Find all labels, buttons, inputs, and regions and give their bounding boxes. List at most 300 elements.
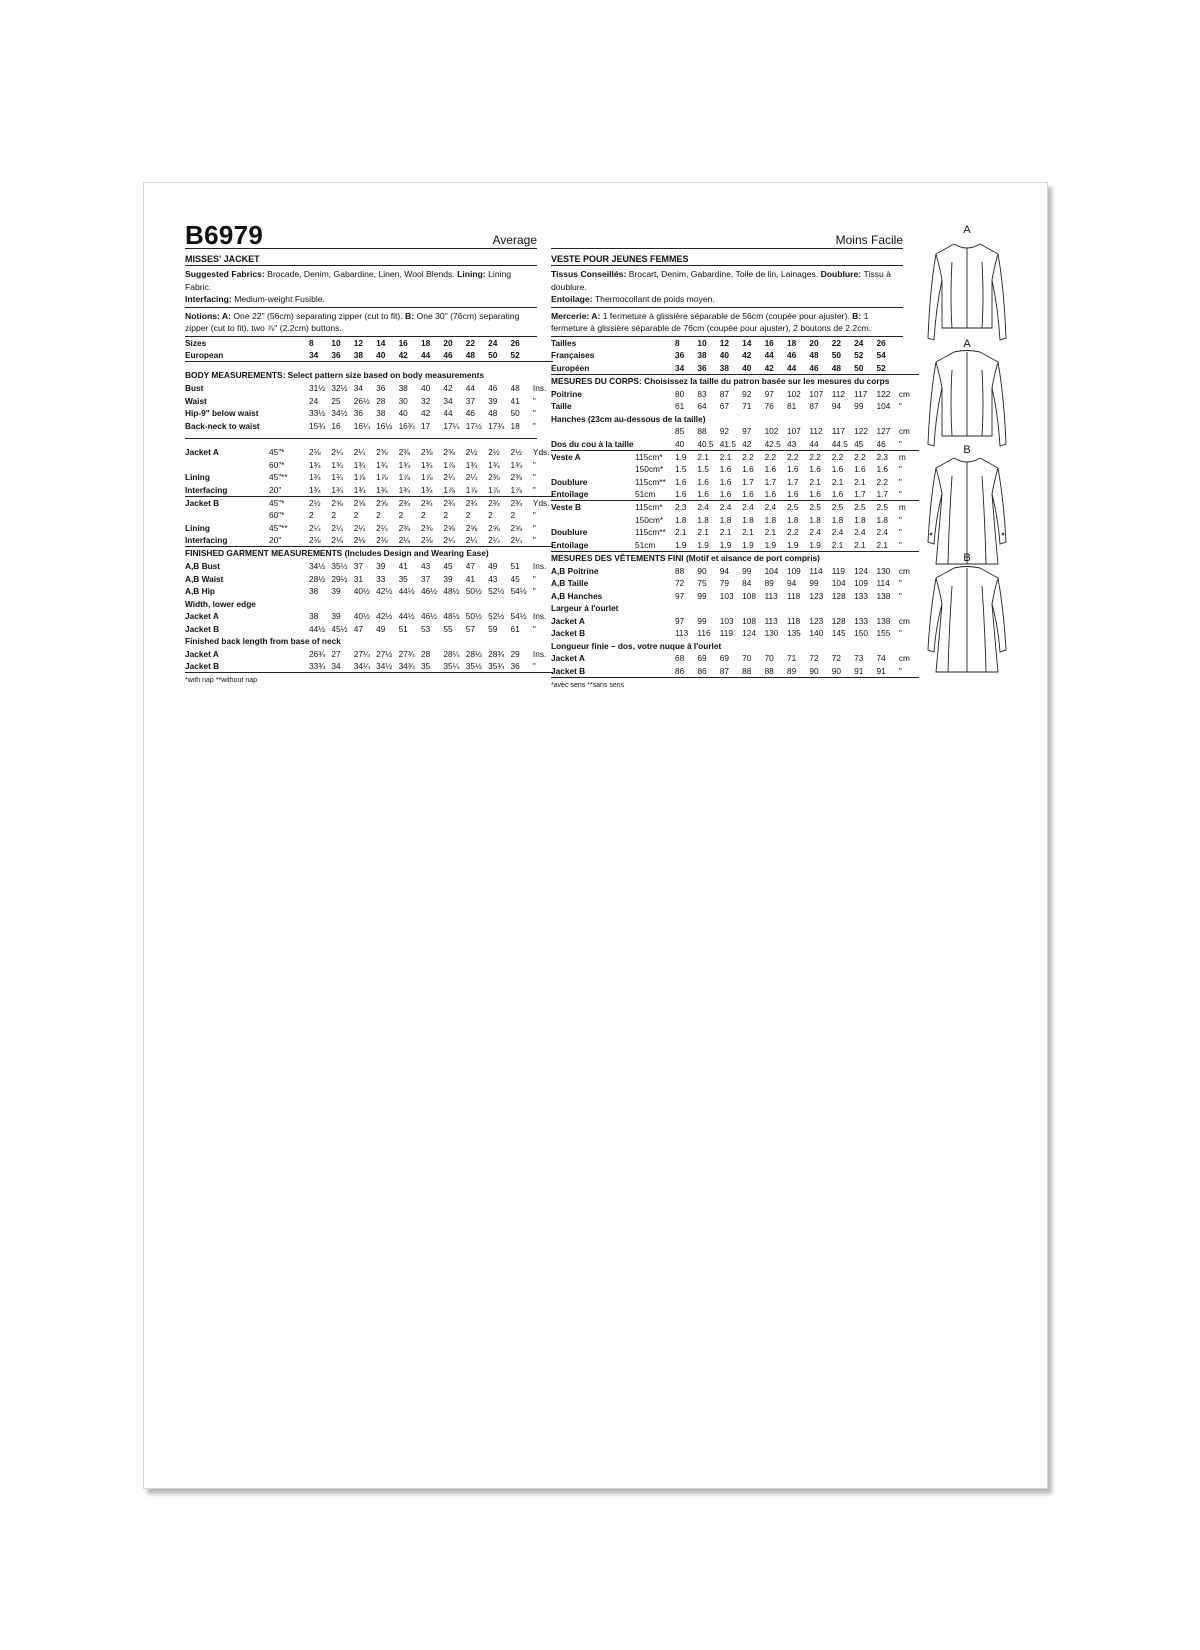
field-value: 1 fermeture à glissière séparable de 56cm (coupée pour ajuster). bbox=[602, 310, 853, 321]
field-label: Lining: bbox=[457, 269, 489, 279]
table-cell: cm bbox=[898, 388, 910, 399]
table-cell: 51cm bbox=[635, 539, 675, 552]
field-label: Entoilage: bbox=[551, 294, 595, 304]
table-cell: 2.2 bbox=[764, 451, 777, 462]
field-label: B: bbox=[405, 310, 417, 321]
row-label bbox=[551, 463, 635, 476]
table-cell: 39 bbox=[331, 586, 341, 597]
table-cell: 28¾ bbox=[488, 648, 505, 659]
table-cell: 2 bbox=[331, 510, 337, 521]
table-cell: 45 bbox=[443, 561, 453, 572]
table-cell: 38 bbox=[309, 611, 319, 622]
row-label: Jacket B bbox=[185, 660, 269, 673]
table-cell: 39 bbox=[488, 395, 498, 406]
table-cell: 70 bbox=[742, 653, 752, 664]
table-cell: 72 bbox=[675, 578, 685, 589]
table-cell: 46 bbox=[786, 350, 797, 361]
table-cell: 1.8 bbox=[742, 514, 754, 525]
table-row bbox=[551, 349, 919, 362]
table-cell: 1.6 bbox=[876, 464, 889, 475]
table-cell: 1¾ bbox=[488, 459, 500, 470]
table-cell: 2⅝ bbox=[376, 497, 388, 508]
table-cell: 1.9 bbox=[787, 539, 809, 552]
table-cell: 1.6 bbox=[764, 464, 777, 475]
table-row bbox=[551, 337, 919, 350]
table-cell: 36 bbox=[353, 408, 364, 419]
table-row bbox=[551, 476, 919, 489]
table-cell: 27¾ bbox=[398, 648, 415, 659]
table-cell: 1¾ bbox=[309, 484, 331, 497]
table-cell: 104 bbox=[876, 401, 891, 412]
field-label: Notions: A: bbox=[185, 310, 234, 321]
hips-label-fr: Hanches (23cm au-dessous de la taille) bbox=[551, 413, 706, 424]
row-label: European bbox=[185, 349, 269, 362]
field-value: 1 fermeture à glissière séparable de 76cm (coupée pour ajuster), 2 boutons de 2.2cm. bbox=[551, 310, 872, 333]
table-cell: 123 bbox=[809, 615, 824, 626]
table-cell: 2¼ bbox=[331, 522, 343, 533]
table-cell: 44½ bbox=[398, 611, 415, 622]
table-cell: 114 bbox=[876, 578, 890, 589]
table-cell: 2⅝ bbox=[465, 522, 478, 533]
table-cell: " bbox=[532, 573, 536, 584]
table-cell: 41.5 bbox=[720, 438, 742, 451]
row-label: Sizes bbox=[185, 337, 207, 348]
table-cell: 2.4 bbox=[854, 527, 866, 538]
jacket-a-drawing-front bbox=[922, 238, 1012, 354]
table-cell: 133 bbox=[854, 615, 868, 626]
table-cell: 67 bbox=[719, 401, 730, 412]
table-cell: 1¾ bbox=[399, 484, 421, 497]
table-cell: 47 bbox=[353, 623, 364, 634]
table-cell: 45 bbox=[854, 438, 876, 451]
table-cell: 2¼ bbox=[376, 522, 388, 533]
table-cell: 2½ bbox=[309, 497, 321, 508]
table-cell: 64 bbox=[697, 401, 707, 412]
table-cell: m bbox=[898, 451, 906, 462]
table-cell bbox=[635, 590, 675, 603]
table-cell bbox=[533, 337, 553, 350]
table-cell: 1.8 bbox=[876, 514, 889, 525]
table-cell: 27½ bbox=[376, 648, 393, 659]
table-cell: 113 bbox=[764, 590, 778, 601]
table-cell: 31½ bbox=[309, 383, 326, 394]
table-cell: 28¼ bbox=[443, 648, 460, 659]
table-cell: 90 bbox=[697, 565, 707, 576]
table-cell: 112 bbox=[809, 426, 823, 437]
table-cell: 1.5 bbox=[697, 464, 709, 475]
table-cell: 45"** bbox=[269, 472, 288, 483]
table-cell: 115cm* bbox=[635, 502, 663, 513]
table-row bbox=[551, 438, 919, 451]
table-cell: 41 bbox=[510, 395, 520, 406]
measurement-grid bbox=[551, 615, 919, 640]
table-cell: 39 bbox=[376, 561, 386, 572]
table-cell: 79 bbox=[719, 578, 730, 589]
table-cell: 1¾ bbox=[421, 484, 443, 497]
table-cell: 10 bbox=[331, 337, 341, 348]
table-cell: 40 bbox=[675, 438, 697, 451]
table-cell: 43 bbox=[420, 561, 431, 572]
table-cell: 22 bbox=[465, 337, 475, 348]
table-cell: 1.9 bbox=[765, 539, 787, 552]
table-row bbox=[551, 388, 919, 401]
table-cell: 1.9 bbox=[742, 539, 764, 552]
garment-title: MISSES' JACKET bbox=[185, 253, 537, 266]
table-cell: 40 bbox=[376, 349, 398, 362]
table-cell: 1.6 bbox=[765, 488, 787, 501]
table-cell: 1.6 bbox=[675, 488, 697, 501]
table-cell: " bbox=[899, 539, 919, 552]
row-label: A,B Bust bbox=[185, 561, 221, 572]
table-cell: 2.1 bbox=[809, 476, 821, 487]
back-length-table-fr bbox=[551, 652, 910, 678]
table-cell: 44 bbox=[809, 438, 831, 451]
table-cell: 130 bbox=[764, 628, 779, 639]
table-cell: 2¼ bbox=[443, 534, 465, 547]
yardage-veste-a-table bbox=[551, 451, 906, 502]
table-cell: " bbox=[898, 401, 902, 412]
table-cell: 52½ bbox=[488, 586, 505, 597]
table-cell: 26¾ bbox=[309, 648, 326, 659]
table-cell: 55 bbox=[443, 623, 453, 634]
table-cell: 2¾ bbox=[465, 497, 478, 508]
table-row bbox=[185, 446, 553, 459]
footnote-fr: *avec sens **sans sens bbox=[551, 681, 625, 689]
table-cell: 52 bbox=[511, 349, 533, 362]
table-row bbox=[551, 362, 919, 375]
table-cell: 15¾ bbox=[309, 420, 326, 431]
table-cell: 97 bbox=[675, 590, 685, 601]
table-row bbox=[185, 560, 553, 573]
table-cell: 1⅞ bbox=[443, 484, 465, 497]
table-cell: 35½ bbox=[331, 561, 348, 572]
table-cell: 61 bbox=[510, 623, 520, 634]
row-label bbox=[551, 425, 635, 438]
table-cell: 18 bbox=[786, 337, 797, 348]
table-cell bbox=[635, 438, 675, 451]
table-cell: " bbox=[532, 522, 536, 533]
table-cell: 2⅝ bbox=[331, 497, 343, 508]
table-cell: 124 bbox=[742, 628, 757, 639]
table-cell: 2⅝ bbox=[443, 522, 455, 533]
table-cell: 2.4 bbox=[809, 527, 821, 538]
table-cell: 45"** bbox=[269, 522, 288, 533]
table-cell: 2.1 bbox=[831, 476, 844, 487]
sizes-table bbox=[185, 337, 537, 363]
table-cell: 50 bbox=[831, 350, 841, 361]
table-cell: 36 bbox=[376, 383, 386, 394]
row-label: Doublure bbox=[551, 476, 588, 487]
table-cell: 2¾ bbox=[420, 497, 433, 508]
field-value: One 22" (56cm) separating zipper (cut to fit). bbox=[233, 310, 406, 321]
table-cell: 2¼ bbox=[465, 472, 478, 483]
table-cell: 1.6 bbox=[719, 464, 732, 475]
table-cell: 38 bbox=[376, 408, 386, 419]
table-cell: 2.4 bbox=[742, 502, 754, 513]
table-cell: 8 bbox=[675, 337, 680, 348]
table-cell: 81 bbox=[786, 401, 797, 412]
table-cell: 87 bbox=[720, 665, 742, 678]
table-cell: 18 bbox=[420, 337, 431, 348]
table-cell: 1.6 bbox=[787, 488, 809, 501]
finished-measurements-table bbox=[185, 560, 547, 598]
table-cell: 130 bbox=[876, 565, 891, 576]
table-row bbox=[551, 577, 919, 590]
table-cell: 27 bbox=[331, 648, 341, 659]
table-cell: 2.1 bbox=[719, 451, 732, 462]
table-cell: 2⅜ bbox=[420, 522, 433, 533]
table-cell: 1.9 bbox=[697, 539, 719, 552]
table-cell: 54½ bbox=[510, 586, 527, 597]
view-letter: A bbox=[963, 338, 971, 350]
table-cell: 34 bbox=[443, 395, 453, 406]
table-cell: 2¼ bbox=[466, 534, 488, 547]
table-cell: 28 bbox=[376, 395, 386, 406]
table-cell: 12 bbox=[719, 337, 730, 348]
table-cell: " bbox=[898, 464, 902, 475]
table-cell: 1⅞ bbox=[420, 472, 433, 483]
table-cell: 1⅞ bbox=[398, 472, 411, 483]
table-cell: 122 bbox=[876, 388, 891, 399]
table-cell: 91 bbox=[877, 665, 899, 678]
table-row bbox=[551, 463, 919, 476]
difficulty-level-fr: Moins Facile bbox=[835, 233, 903, 247]
row-label: Veste B bbox=[551, 502, 581, 513]
table-cell: 1¾ bbox=[465, 459, 478, 470]
table-cell: 59 bbox=[488, 623, 498, 634]
table-cell: 42.5 bbox=[765, 438, 787, 451]
table-cell: 40 bbox=[398, 408, 408, 419]
table-cell: 40 bbox=[420, 383, 431, 394]
row-label: Bust bbox=[185, 383, 204, 394]
table-cell: 44.5 bbox=[832, 438, 854, 451]
row-label: Françaises bbox=[551, 350, 595, 361]
table-cell: 1¾ bbox=[309, 459, 321, 470]
table-cell: 103 bbox=[719, 615, 734, 626]
table-cell: 34½ bbox=[331, 408, 348, 419]
table-cell: 86 bbox=[697, 665, 719, 678]
table-cell: 18 bbox=[510, 420, 520, 431]
table-cell: 107 bbox=[809, 388, 824, 399]
table-cell: 68 bbox=[675, 653, 685, 664]
table-cell: 53 bbox=[420, 623, 431, 634]
table-cell: 14 bbox=[376, 337, 386, 348]
table-cell: 34 bbox=[675, 362, 697, 375]
table-cell: 45"* bbox=[269, 447, 285, 458]
measurement-grid bbox=[551, 501, 919, 552]
table-cell: 1.8 bbox=[786, 514, 799, 525]
row-label: Dos du cou à la taille bbox=[551, 438, 634, 449]
table-cell: " bbox=[533, 484, 553, 497]
table-cell: 2.4 bbox=[876, 527, 889, 538]
table-cell: 1.7 bbox=[786, 476, 799, 487]
table-cell: 92 bbox=[742, 388, 752, 399]
table-cell bbox=[635, 665, 675, 678]
table-cell: 34 bbox=[353, 383, 364, 394]
table-cell: 33¾ bbox=[309, 660, 331, 673]
table-cell: 42½ bbox=[376, 586, 393, 597]
table-cell: 38 bbox=[697, 350, 707, 361]
width-lower-edge-table-fr bbox=[551, 615, 910, 640]
table-cell: 123 bbox=[809, 590, 824, 601]
table-cell: 39 bbox=[443, 573, 453, 584]
table-cell: 2.1 bbox=[854, 539, 876, 552]
measurement-grid bbox=[185, 610, 553, 635]
table-row bbox=[185, 522, 553, 535]
row-label: Jacket B bbox=[551, 665, 635, 678]
table-cell: 138 bbox=[876, 590, 891, 601]
body-measurements-title: BODY MEASUREMENTS: Select pattern size based on body measurements bbox=[185, 370, 485, 380]
row-label: Hip-9" below waist bbox=[185, 408, 259, 419]
table-cell: " bbox=[532, 395, 536, 406]
table-cell: 133 bbox=[854, 590, 868, 601]
table-cell: 1.9 bbox=[720, 539, 742, 552]
suggested-fabrics-fr bbox=[551, 266, 903, 308]
measurement-grid bbox=[551, 337, 919, 375]
table-cell: 2.2 bbox=[786, 451, 799, 462]
row-label: Waist bbox=[185, 395, 207, 406]
table-cell: 1.6 bbox=[675, 476, 687, 487]
table-cell: 2¼ bbox=[309, 522, 321, 533]
table-cell: 34 bbox=[309, 349, 331, 362]
table-cell: Ins. bbox=[532, 561, 547, 572]
table-row bbox=[551, 425, 919, 438]
table-row bbox=[551, 400, 919, 413]
table-cell: 2.1 bbox=[697, 527, 709, 538]
measurement-grid bbox=[551, 425, 919, 451]
table-cell: 124 bbox=[854, 565, 868, 576]
table-cell: 2⅜ bbox=[376, 447, 388, 458]
table-cell: 36 bbox=[331, 349, 353, 362]
row-label: Jacket A bbox=[185, 611, 219, 622]
field-value: Tissu à doublure. bbox=[551, 269, 891, 292]
table-cell: Yds. bbox=[532, 447, 550, 458]
table-row bbox=[185, 573, 553, 586]
table-cell: 40½ bbox=[353, 611, 370, 622]
table-cell: Ins. bbox=[532, 611, 547, 622]
row-label bbox=[185, 509, 269, 522]
english-column bbox=[185, 212, 550, 684]
table-cell: 1¾ bbox=[353, 459, 366, 470]
table-cell: 51 bbox=[398, 623, 408, 634]
table-cell: 92 bbox=[719, 426, 730, 437]
row-label: Doublure bbox=[551, 527, 588, 538]
yardage-jacket-a-table bbox=[185, 446, 550, 497]
table-cell: 1.6 bbox=[832, 488, 854, 501]
table-cell: 35¼ bbox=[443, 660, 465, 673]
field-label: Doublure: bbox=[820, 269, 864, 279]
table-cell: 42½ bbox=[376, 611, 393, 622]
table-cell: 34½ bbox=[376, 660, 398, 673]
row-label: Tailles bbox=[551, 337, 577, 348]
table-cell: 94 bbox=[719, 565, 730, 576]
table-cell: 1⅞ bbox=[443, 459, 455, 470]
table-cell: 48½ bbox=[443, 611, 460, 622]
table-cell: 88 bbox=[675, 565, 685, 576]
field-label: Suggested Fabrics: bbox=[185, 269, 268, 279]
table-cell: 1.7 bbox=[877, 488, 899, 501]
measurement-grid bbox=[551, 451, 919, 502]
table-cell: 94 bbox=[786, 578, 797, 589]
table-cell: 48 bbox=[466, 349, 488, 362]
yardage-jacket-b-table bbox=[185, 497, 550, 548]
table-cell: 34¾ bbox=[399, 660, 421, 673]
table-row bbox=[185, 337, 553, 350]
width-lower-edge-label-fr: Largeur à l'ourlet bbox=[551, 603, 619, 613]
row-label bbox=[551, 514, 635, 527]
table-cell: 108 bbox=[742, 590, 757, 601]
table-cell: 1.9 bbox=[809, 539, 831, 552]
field-label: Interfacing: bbox=[185, 294, 235, 304]
back-length-label-fr: Longueur finie – dos, votre nuque à l'ourlet bbox=[551, 640, 722, 651]
table-cell: 28 bbox=[420, 648, 431, 659]
table-cell: 40½ bbox=[353, 586, 370, 597]
table-cell: 33 bbox=[376, 573, 386, 584]
table-cell: 73 bbox=[854, 653, 864, 664]
table-cell: 42 bbox=[420, 408, 431, 419]
table-cell: 1.6 bbox=[720, 488, 742, 501]
table-cell: 145 bbox=[831, 628, 846, 639]
table-cell: 60"* bbox=[269, 510, 285, 521]
table-cell: 128 bbox=[831, 615, 846, 626]
row-label: Taille bbox=[551, 401, 572, 412]
table-cell: 42 bbox=[742, 438, 764, 451]
table-cell: 43 bbox=[787, 438, 809, 451]
table-row bbox=[185, 585, 553, 598]
table-cell: 104 bbox=[831, 578, 846, 589]
table-cell: 50 bbox=[488, 349, 510, 362]
table-cell: 99 bbox=[809, 578, 819, 589]
table-row bbox=[551, 451, 919, 464]
table-cell bbox=[635, 565, 675, 578]
table-cell: 2.1 bbox=[675, 527, 687, 538]
difficulty-level: Average bbox=[492, 233, 537, 247]
table-cell: 74 bbox=[876, 653, 886, 664]
row-label: A,B Hip bbox=[185, 586, 215, 597]
table-cell: 119 bbox=[831, 565, 845, 576]
table-cell: " bbox=[532, 459, 536, 470]
table-cell: 1.8 bbox=[809, 514, 821, 525]
field-value: One 30" (76cm) separating zipper (cut to fit), two ⅞" (2.2cm) buttons. bbox=[185, 310, 520, 333]
table-cell: 42 bbox=[742, 350, 752, 361]
table-cell: 1.6 bbox=[809, 488, 831, 501]
table-cell: 10 bbox=[697, 337, 707, 348]
row-label: A,B Waist bbox=[185, 573, 224, 584]
table-cell: 1.8 bbox=[675, 514, 687, 525]
table-cell: 107 bbox=[786, 426, 801, 437]
table-cell: 24 bbox=[309, 395, 319, 406]
table-cell: 2 bbox=[488, 510, 493, 521]
table-cell: 118 bbox=[786, 615, 801, 626]
table-cell: 2⅛ bbox=[421, 534, 443, 547]
table-cell: 32½ bbox=[331, 383, 348, 394]
table-cell: 50½ bbox=[465, 611, 482, 622]
table-cell: 2 bbox=[309, 510, 314, 521]
table-cell bbox=[635, 577, 675, 590]
table-cell: 76 bbox=[764, 401, 774, 412]
table-cell: 2 bbox=[465, 510, 471, 521]
table-cell: 25 bbox=[331, 395, 341, 406]
table-cell: 50½ bbox=[465, 586, 482, 597]
table-cell: 1.7 bbox=[742, 476, 754, 487]
yardage-veste-b-table bbox=[551, 501, 906, 552]
table-cell: 1.9 bbox=[675, 539, 697, 552]
field-value: Lining Fabric. bbox=[185, 269, 512, 292]
table-cell bbox=[269, 395, 309, 408]
table-cell bbox=[269, 407, 309, 420]
table-cell: 46½ bbox=[420, 611, 438, 622]
notions-fr bbox=[551, 308, 903, 337]
